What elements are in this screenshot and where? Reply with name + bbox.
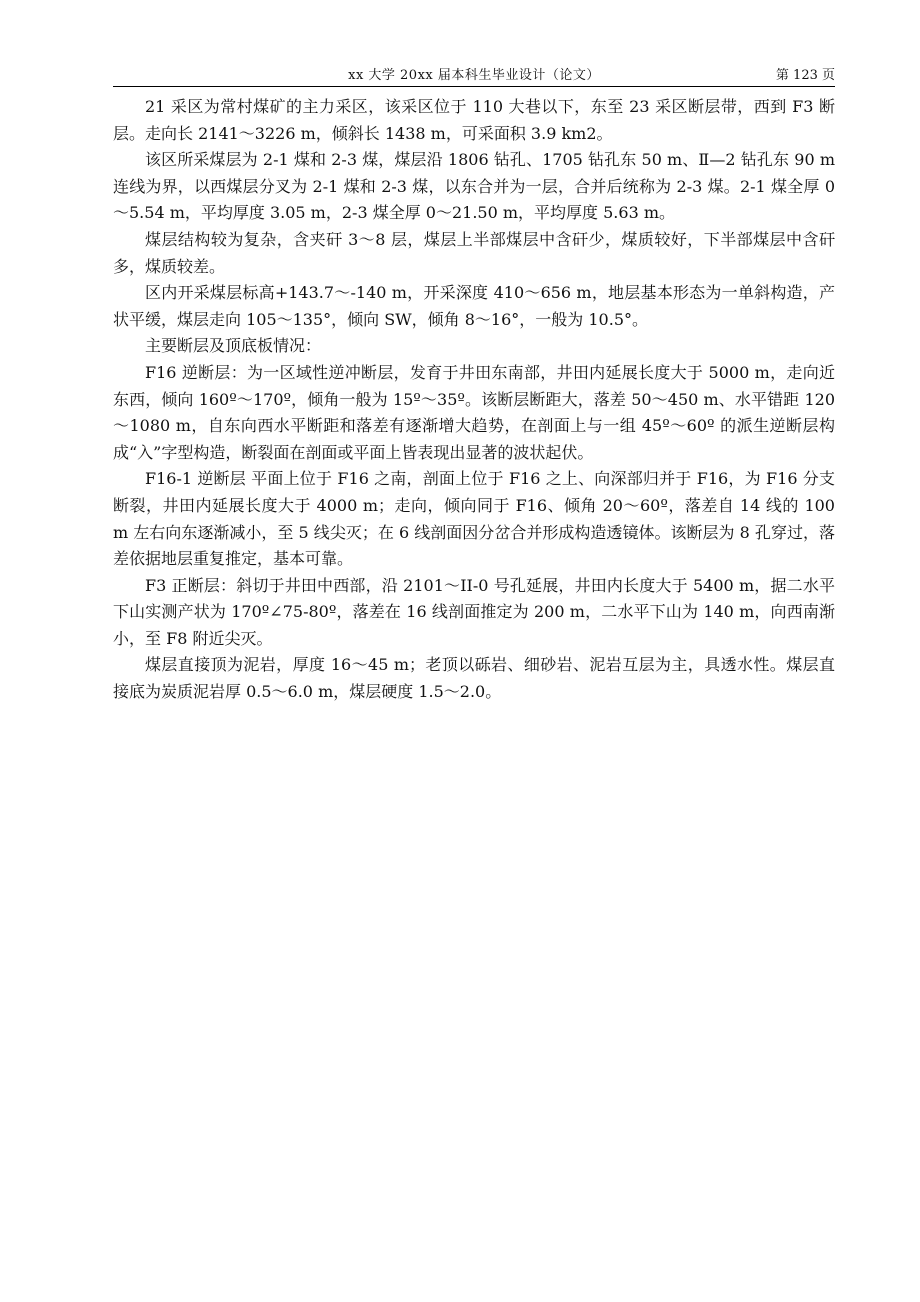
paragraph-mining-area: 21 采区为常村煤矿的主力采区，该采区位于 110 大巷以下，东至 23 采区断层带，西到 F3 断层。走向长 2141～3226 m，倾斜长 1438 m，可采面积 3.9 km2。: [113, 97, 835, 143]
paragraph-f3-fault: F3 正断层：斜切于井田中西部，沿 2101～II-0 号孔延展，井田内长度大于 5400 m，据二水平下山实测产状为 170º∠75-80º，落差在 16 线剖面推定为 200 m，二水平下山为 140 m，向西南渐小，至 F8 附近尖灭。: [113, 575, 835, 648]
paragraph-f16-fault: F16 逆断层：为一区域性逆冲断层，发育于井田东南部，井田内延展长度大于 5000 m，走向近东西，倾向 160º～170º，倾角一般为 15º～35º。该断层断距大，落差 50～450 m、水平错距 120～1080 m，自东向西水平断距和落差有逐渐增大趋势，在剖面上与一组 45º～60º 的派生逆断层构成“入”字型构造，断裂面在剖面或平面上皆表现出显著的波状起伏。: [113, 362, 835, 462]
paragraph-roof-floor: 煤层直接顶为泥岩，厚度 16～45 m；老顶以砾岩、细砂岩、泥岩互层为主，具透水性。煤层直接底为炭质泥岩厚 0.5～6.0 m，煤层硬度 1.5～2.0。: [113, 655, 835, 702]
page-number: 第 123 页: [775, 68, 835, 83]
paragraph-seam-structure: 煤层结构较为复杂，含夹矸 3～8 层，煤层上半部煤层中含矸少，煤质较好，下半部煤层中含矸多，煤质较差。: [113, 229, 835, 276]
document-body: [113, 94, 835, 706]
page-header: [113, 60, 835, 87]
paragraph-f16-1-fault: F16-1 逆断层 平面上位于 F16 之南，剖面上位于 F16 之上、向深部归并于 F16，为 F16 分支断裂，井田内延展长度大于 4000 m；走向，倾向同于 F16、倾角 20～60º，落差自 14 线的 100 m 左右向东逐渐减小，至 5 线尖灭；在 6 线剖面因分岔合并形成构造透镜体。该断层为 8 孔穿过，落差依据地层重复推定，基本可靠。: [113, 469, 835, 569]
paragraph-elevation: 区内开采煤层标高+143.7～-140 m，开采深度 410～656 m，地层基本形态为一单斜构造，产状平缓，煤层走向 105～135°，倾向 SW，倾角 8～16°，一般为 10.5°。: [113, 283, 835, 329]
header-title: xx 大学 20xx 届本科生毕业设计（论文）: [348, 68, 600, 83]
paragraph-faults-heading: 主要断层及顶底板情况：: [145, 336, 322, 356]
paragraph-coal-seams: 该区所采煤层为 2-1 煤和 2-3 煤，煤层沿 1806 钻孔、1705 钻孔东 50 m、Ⅱ—2 钻孔东 90 m 连线为界，以西煤层分叉为 2-1 煤和 2-3 煤，以东合并为一层，合并后统称为 2-3 煤。2-1 煤全厚 0～5.54 m，平均厚度 3.05 m，2-3 煤全厚 0～21.50 m，平均厚度 5.63 m。: [113, 150, 835, 223]
